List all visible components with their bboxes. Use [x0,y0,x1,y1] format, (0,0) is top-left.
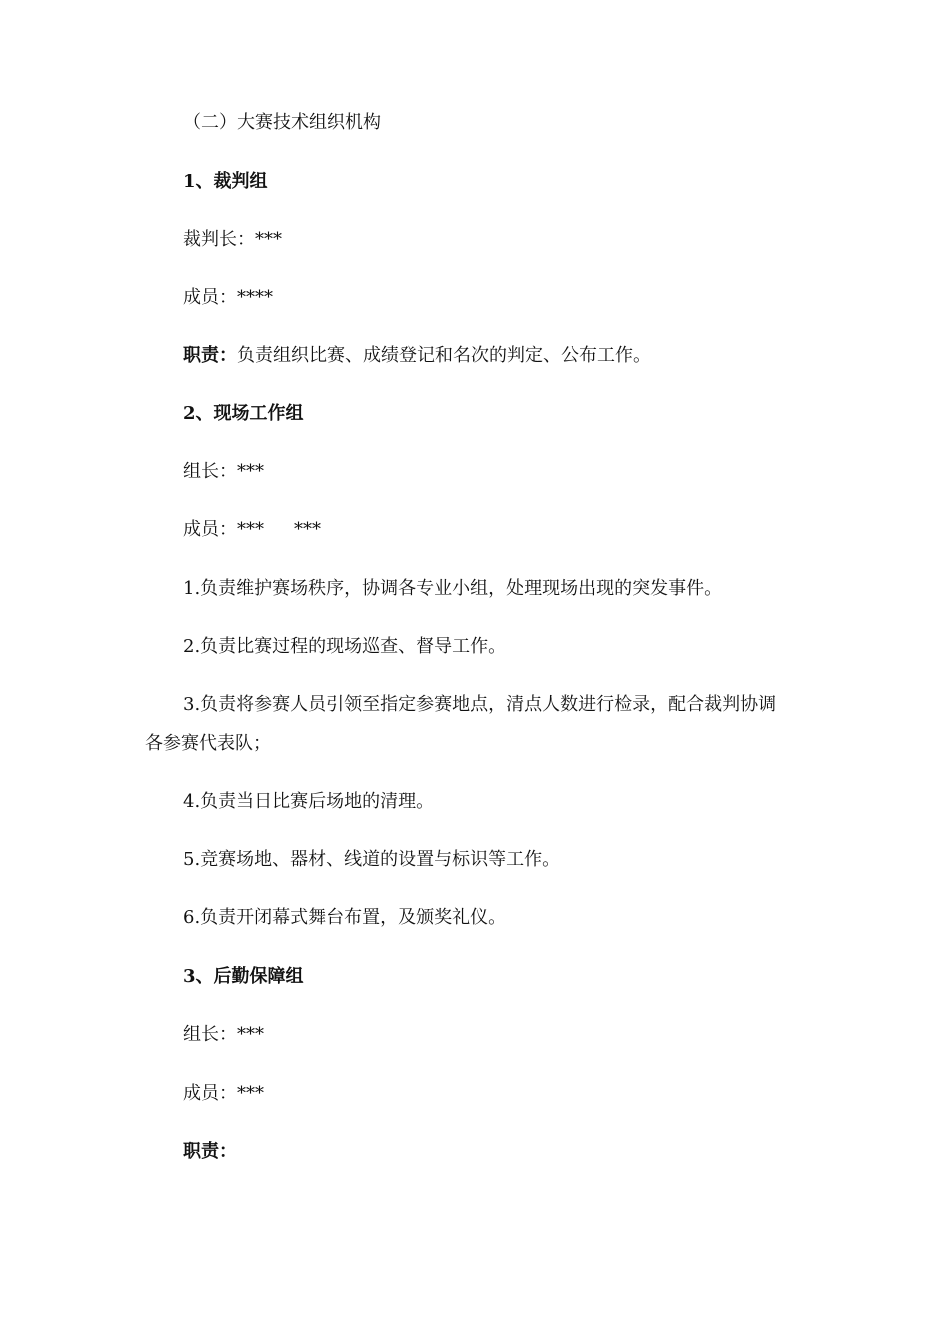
referee-members-label: 成员： [183,287,237,308]
logistics-duty-label: 职责： [183,1141,237,1162]
onsite-leader-value: *** [237,461,264,482]
logistics-members-line [183,1082,264,1106]
section-title: （二）大赛技术组织机构 [183,112,381,133]
onsite-members-value-1: *** [237,519,264,540]
onsite-item-1: 1.负责维护赛场秩序，协调各专业小组，处理现场出现的突发事件。 [183,578,723,599]
onsite-item-6: 6.负责开闭幕式舞台布置，及颁奖礼仪。 [183,907,507,928]
onsite-leader-line [183,460,264,484]
referee-duty-line [183,344,651,368]
referee-leader-label: 裁判长： [183,229,255,250]
onsite-leader-label: 组长： [183,461,237,482]
onsite-item-4: 4.负责当日比赛后场地的清理。 [183,791,435,812]
logistics-leader-line [183,1023,264,1047]
referee-duty-label: 职责： [183,345,237,366]
logistics-leader-value: *** [237,1024,264,1045]
onsite-item-2: 2.负责比赛过程的现场巡查、督导工作。 [183,636,507,657]
group-heading-logistics: 3、后勤保障组 [183,966,304,987]
referee-members-line [183,286,273,310]
onsite-item-3: 3.负责将参赛人员引领至指定参赛地点，清点人数进行检录，配合裁判协调 [183,694,777,715]
onsite-members-label: 成员： [183,519,237,540]
referee-members-value: **** [237,287,273,308]
logistics-members-value: *** [237,1083,264,1104]
onsite-item-5: 5.竞赛场地、器材、线道的设置与标识等工作。 [183,849,561,870]
onsite-members-line [183,518,321,542]
group-heading-onsite: 2、现场工作组 [183,403,304,424]
onsite-members-value-2: *** [294,519,321,540]
logistics-leader-label: 组长： [183,1024,237,1045]
referee-leader-line [183,228,282,252]
logistics-members-label: 成员： [183,1083,237,1104]
referee-leader-value: *** [255,229,282,250]
group-heading-referee: 1、裁判组 [183,171,268,192]
onsite-item-3-continued: 各参赛代表队； [145,733,271,754]
referee-duty-text: 负责组织比赛、成绩登记和名次的判定、公布工作。 [237,345,651,366]
